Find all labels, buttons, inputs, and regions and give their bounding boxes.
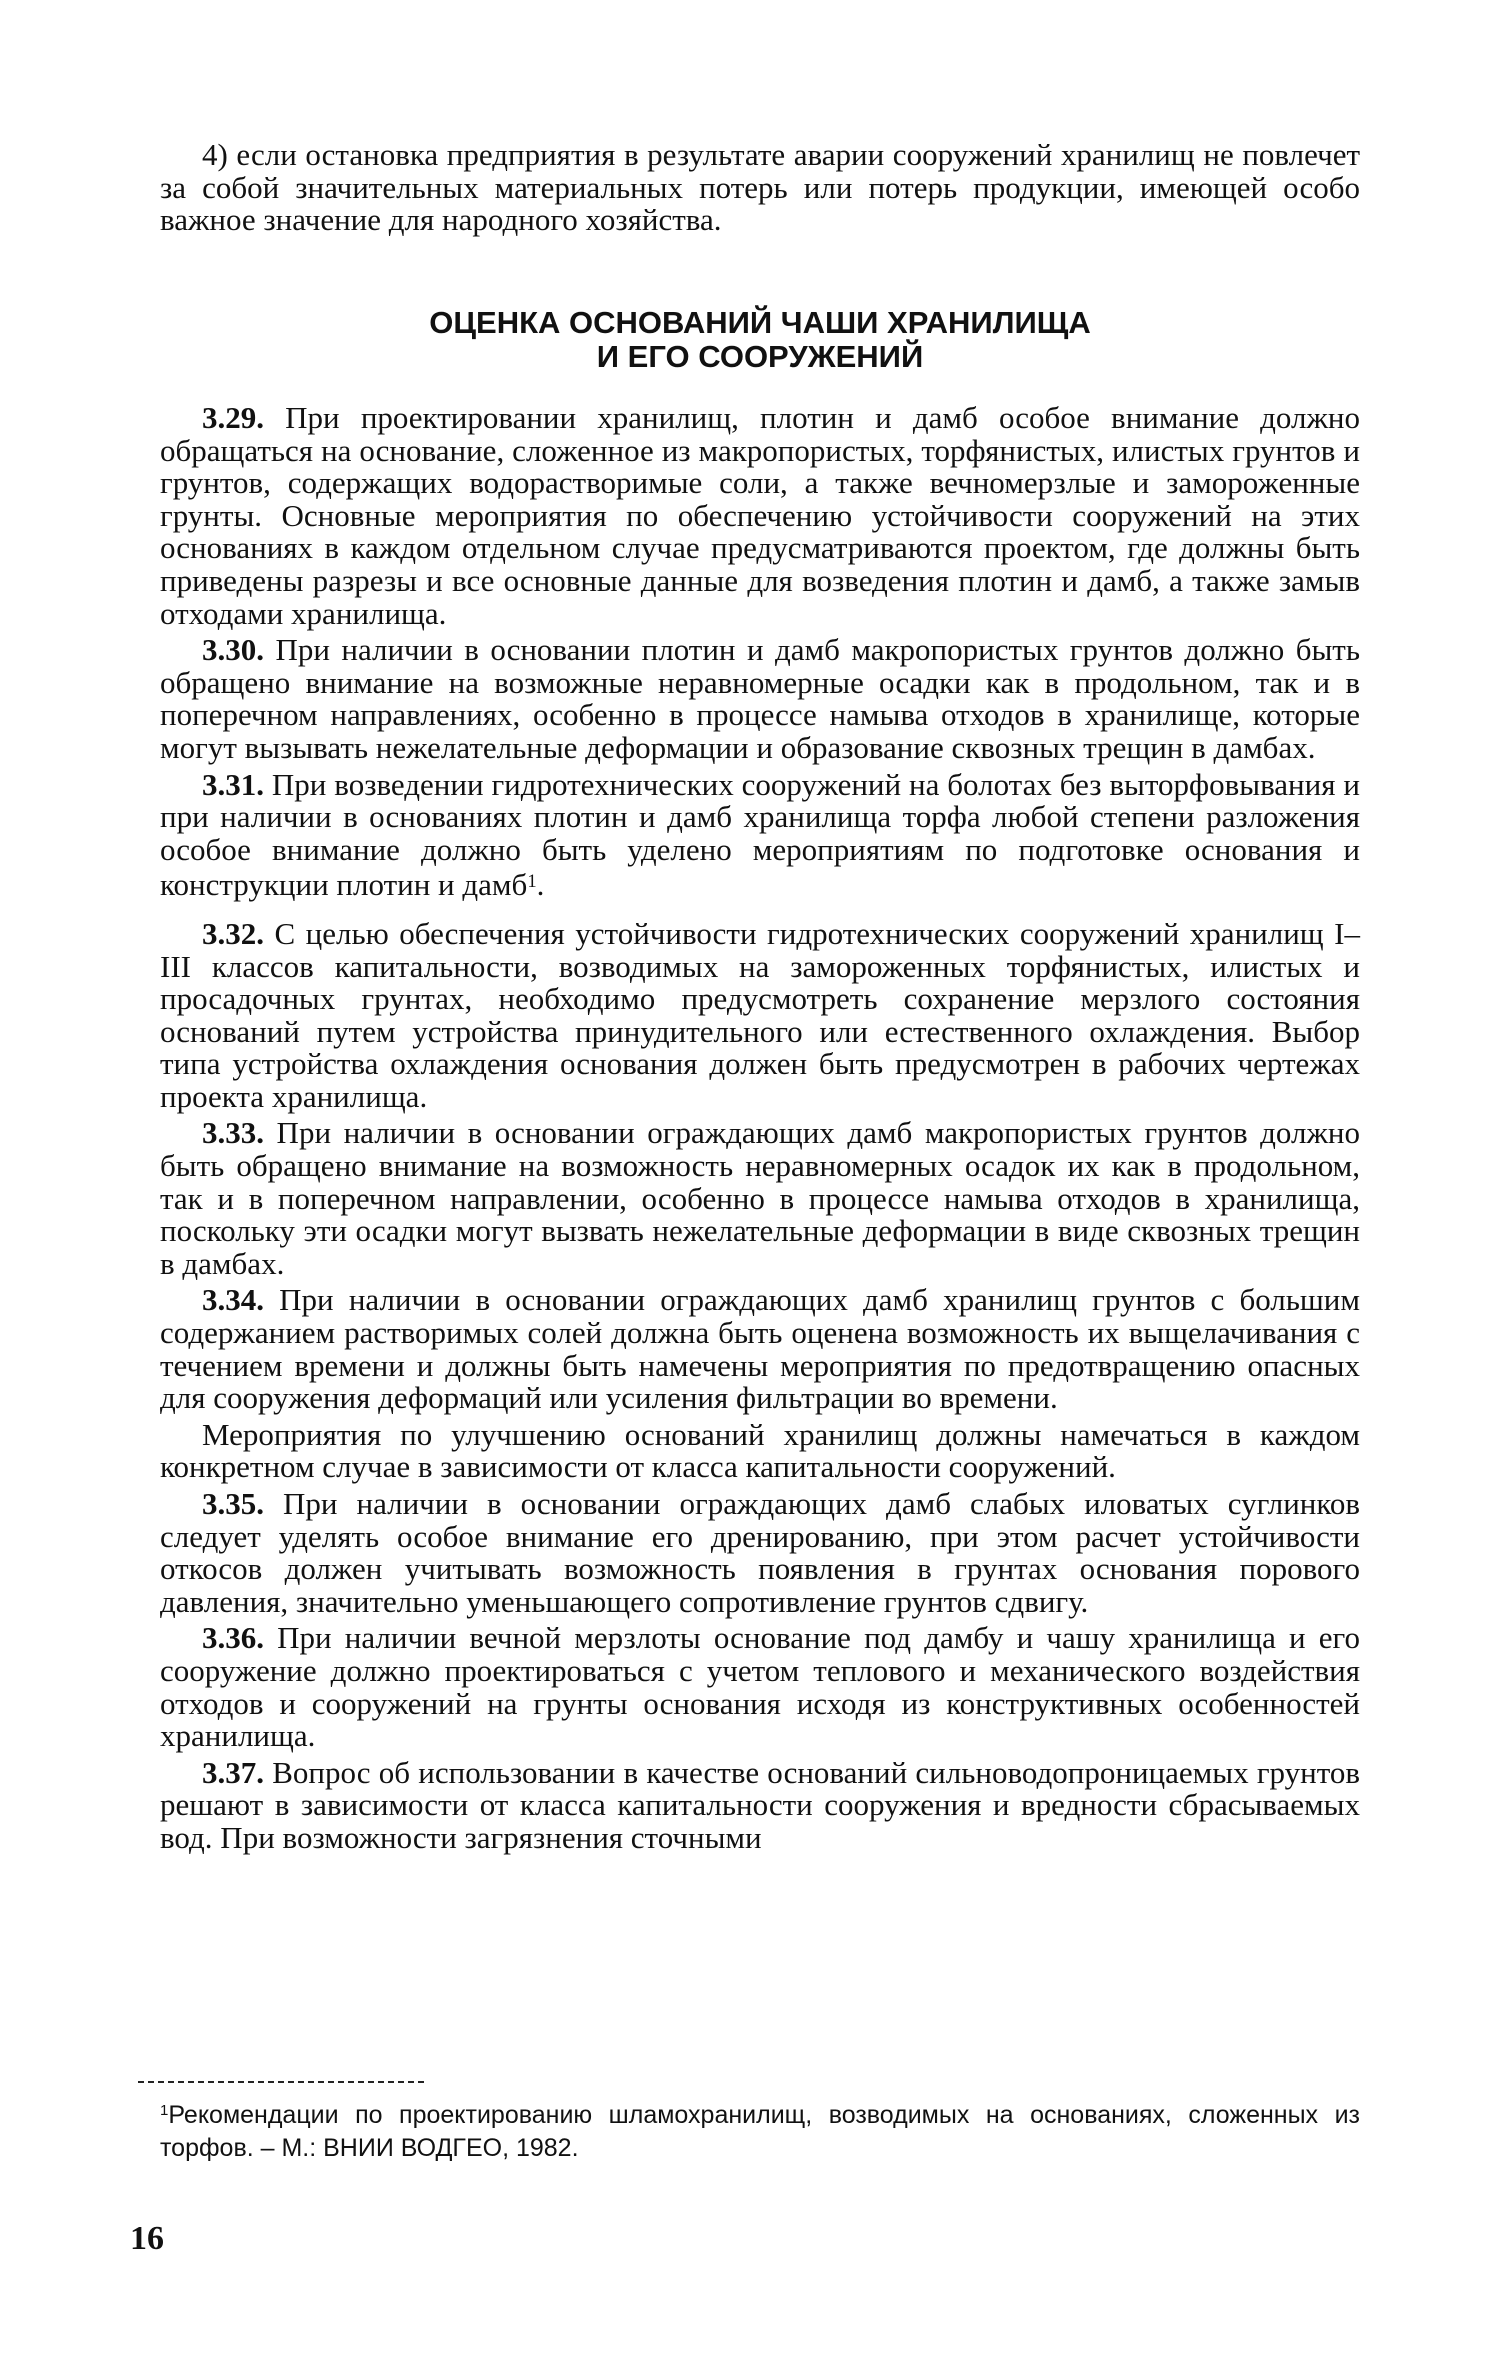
paragraph-body: При наличии в основании плотин и дамб макропористых грунтов должно быть обращено внимание на возможные неравномерные осадки как в продольном, так и в поперечном направлениях, особенно в процессе намыва отходов в хранилище, которые могут вызывать нежелательные деформации и образование сквозных трещин в дамбах. bbox=[160, 632, 1360, 765]
paragraph-body: Мероприятия по улучшению оснований хранилищ должны намечаться в каждом конкретном случае в зависимости от класса капитальности сооружений. bbox=[160, 1416, 1360, 1485]
paragraph-body: При наличии в основании ограждающих дамб хранилищ грунтов с большим содержанием растворимых солей должна быть оценена возможность их выщелачивания с течением времени и должны быть намечены мероприятия по предотвращению опасных для сооружения деформаций или усиления фильтрации во времени. bbox=[160, 1282, 1360, 1416]
paragraph-3-33 bbox=[160, 1117, 1360, 1280]
footnote-reference: 1 bbox=[527, 871, 537, 893]
paragraph-number: 3.37. bbox=[202, 1754, 264, 1790]
paragraph-tail: . bbox=[536, 867, 545, 903]
paragraph-number: 3.35. bbox=[202, 1486, 264, 1521]
footnote-divider bbox=[138, 2081, 424, 2083]
section-heading-line-1: ОЦЕНКА ОСНОВАНИЙ ЧАШИ ХРАНИЛИЩА bbox=[429, 305, 1091, 340]
section-heading-line-2: И ЕГО СООРУЖЕНИЙ bbox=[596, 339, 924, 374]
paragraph-body: При возведении гидротехнических сооружений на болотах без выторфовывания и при наличии в основаниях плотин и дамб хранилища торфа любой степени разложения особое внимание должно быть уделено мероприятиям по подготовке основания и конструкции плотин и дамб bbox=[160, 766, 1360, 903]
paragraph-number: 3.32. bbox=[202, 915, 264, 951]
main-text-block bbox=[160, 402, 1360, 1855]
paragraph-3-30 bbox=[160, 634, 1360, 764]
footnote bbox=[160, 2094, 1360, 2165]
paragraph-body: При проектировании хранилищ, плотин и дамб особое внимание должно обращаться на основание, сложенное из макропористых, торфянистых, илистых грунтов и грунтов, содержащих водорастворимые соли, а также вечномерзлые и замороженные грунты. Основные мероприятия по обеспечению устойчивости сооружений на этих основаниях в каждом отдельном случае предусматриваются проектом, где должны быть приведены разрезы и все основные данные для возведения плотин и дамб, а также замыв отходами хранилища. bbox=[160, 400, 1360, 631]
paragraph-3-37 bbox=[160, 1754, 1360, 1855]
paragraph-number: 3.34. bbox=[202, 1282, 264, 1318]
paragraph-measures bbox=[160, 1416, 1360, 1485]
paragraph-3-29 bbox=[160, 402, 1360, 630]
paragraph-number: 3.30. bbox=[202, 632, 264, 668]
page-number: 16 bbox=[130, 2220, 164, 2257]
paragraph-number: 3.36. bbox=[202, 1620, 264, 1656]
intro-paragraph-block bbox=[160, 139, 1360, 237]
intro-paragraph: 4) если остановка предприятия в результате аварии сооружений хранилищ не повлечет за собой значительных материальных потерь или потерь продукции, имеющей особо важное значение для народного хозяйства. bbox=[160, 137, 1360, 238]
paragraph-3-32 bbox=[160, 915, 1360, 1114]
paragraph-body: При наличии в основании ограждающих дамб слабых иловатых суглинков следует уделять особое внимание его дренированию, при этом расчет устойчивости откосов должен учитывать возможность появления в грунтах основания порового давления, значительно уменьшающего сопротивление грунтов сдвигу. bbox=[160, 1486, 1360, 1619]
paragraph-3-34 bbox=[160, 1284, 1360, 1414]
paragraph-3-36 bbox=[160, 1622, 1360, 1752]
section-heading bbox=[160, 306, 1360, 374]
paragraph-number: 3.31. bbox=[202, 766, 264, 802]
paragraph-number: 3.33. bbox=[202, 1115, 264, 1151]
paragraph-body: Вопрос об использовании в качестве оснований сильноводопроницаемых грунтов решают в зависимости от класса капитальности сооружения и вредности сбрасываемых вод. При возможности загрязнения сточными bbox=[160, 1754, 1360, 1855]
paragraph-body: С целью обеспечения устойчивости гидротехнических сооружений хранилищ I–III классов капитальности, возводимых на замороженных торфянистых, илистых и просадочных грунтах, необходимо предусмотреть сохранение мерзлого состояния оснований путем устройства принудительного или естественного охлаждения. Выбор типа устройства охлаждения основания должен быть предусмотрен в рабочих чертежах проекта хранилища. bbox=[160, 915, 1360, 1114]
paragraph-body: При наличии вечной мерзлоты основание под дамбу и чашу хранилища и его сооружение должно проектироваться с учетом теплового и механического воздействия отходов и сооружений на грунты основания исходя из конструктивных особенностей хранилища. bbox=[160, 1620, 1360, 1754]
footnote-marker: 1 bbox=[160, 2102, 169, 2119]
paragraph-number: 3.29. bbox=[202, 400, 264, 435]
footnote-text: Рекомендации по проектированию шламохранилищ, возводимых на основаниях, сложенных из торфов. – М.: ВНИИ ВОДГЕО, 1982. bbox=[160, 2101, 1360, 2162]
paragraph-body: При наличии в основании ограждающих дамб макропористых грунтов должно быть обращено внимание на возможность неравномерных осадок их как в продольном, так и в поперечном направлении, особенно в процессе намыва отходов в хранилища, поскольку эти осадки могут вызвать нежелательные деформации в виде сквозных трещин в дамбах. bbox=[160, 1115, 1360, 1281]
paragraph-3-35 bbox=[160, 1488, 1360, 1618]
paragraph-3-31 bbox=[160, 766, 1360, 903]
